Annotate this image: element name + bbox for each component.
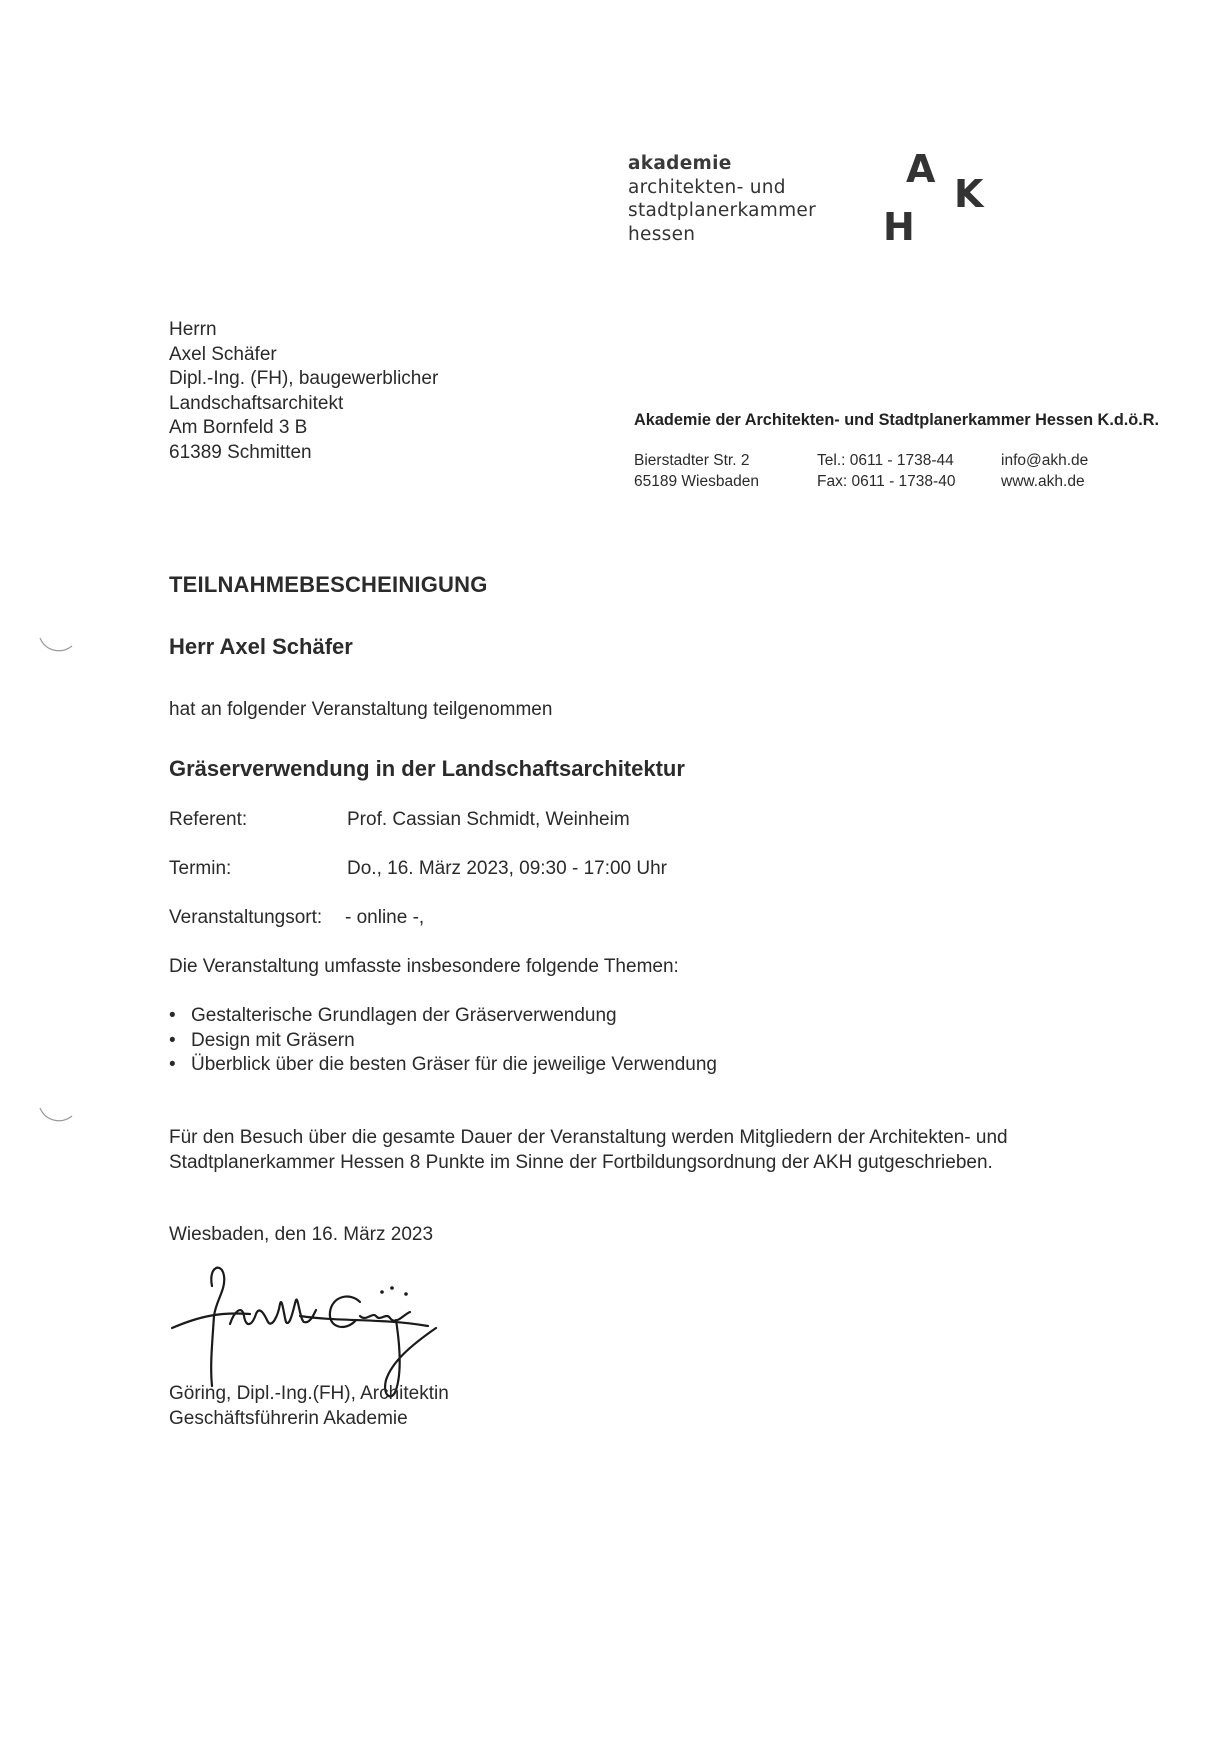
location-label: Veranstaltungsort: [169,907,323,928]
sender-street: Bierstadter Str. 2 [634,452,750,469]
signer-name: Göring, Dipl.-Ing.(FH), Architektin [169,1383,449,1404]
logo-letter-h: H [883,205,915,249]
recipient-title: Dipl.-Ing. (FH), baugewerblicher [169,368,439,389]
recipient-profession: Landschaftsarchitekt [169,392,344,414]
logo-line-akademie: akademie [628,153,732,174]
topics-list [169,1004,717,1078]
punch-hole-mark-icon [38,1106,74,1126]
list-item: • Design mit Gräsern [169,1029,717,1054]
referent-value: Prof. Cassian Schmidt, Weinheim [347,809,630,830]
sender-web: www.akh.de [1001,473,1085,490]
recipient-city: 61389 Schmitten [169,441,312,463]
logo-wordmark [628,152,816,246]
sender-contact-block [1001,450,1088,492]
recipient-name: Axel Schäfer [169,343,277,365]
event-title: Gräserverwendung in der Landschaftsarchitektur [169,756,685,781]
punch-hole-mark-icon [38,636,74,656]
sender-fax: Fax: 0611 - 1738-40 [817,473,956,490]
logo-line-hessen: hessen [628,223,696,245]
sender-name: Akademie der Architekten- und Stadtplanerkammer Hessen K.d.ö.R. [634,411,1160,429]
termin-value: Do., 16. März 2023, 09:30 - 17:00 Uhr [347,858,668,879]
sender-city: 65189 Wiesbaden [634,473,759,490]
points-line-2: Stadtplanerkammer Hessen 8 Punkte im Sinne der Fortbildungsordnung der AKH gutgeschrieben. [169,1151,993,1173]
location-value: - online -, [345,907,425,928]
signer-block [169,1382,449,1431]
recipient-address [169,318,438,465]
logo-line-stadtplanerkammer: stadtplanerkammer [628,200,817,221]
logo-letter-a: A [906,147,936,191]
points-statement [169,1126,1008,1175]
sender-address [634,450,759,492]
document-title: TEILNAHMEBESCHEINIGUNG [169,572,488,597]
list-item: • Gestalterische Grundlagen der Gräserverwendung [169,1004,717,1029]
participant-name: Herr Axel Schäfer [169,634,353,659]
referent-label: Referent: [169,809,248,830]
sender-phone-block [817,450,955,492]
place-date: Wiesbaden, den 16. März 2023 [169,1224,434,1245]
termin-label: Termin: [169,858,232,879]
topics-intro: Die Veranstaltung umfasste insbesondere folgende Themen: [169,956,679,977]
recipient-street: Am Bornfeld 3 B [169,417,308,438]
participation-intro: hat an folgender Veranstaltung teilgenommen [169,699,553,720]
sender-email: info@akh.de [1001,452,1089,469]
recipient-salutation: Herrn [169,319,217,340]
logo-line-architekten: architekten- und [628,176,786,198]
points-line-1: Für den Besuch über die gesamte Dauer der Veranstaltung werden Mitgliedern der Architekten- und [169,1127,1008,1148]
sender-tel: Tel.: 0611 - 1738-44 [817,452,954,469]
list-item: • Überblick über die besten Gräser für die jeweilige Verwendung [169,1053,717,1078]
signer-role: Geschäftsführerin Akademie [169,1407,408,1429]
logo-letter-k: K [954,172,984,216]
